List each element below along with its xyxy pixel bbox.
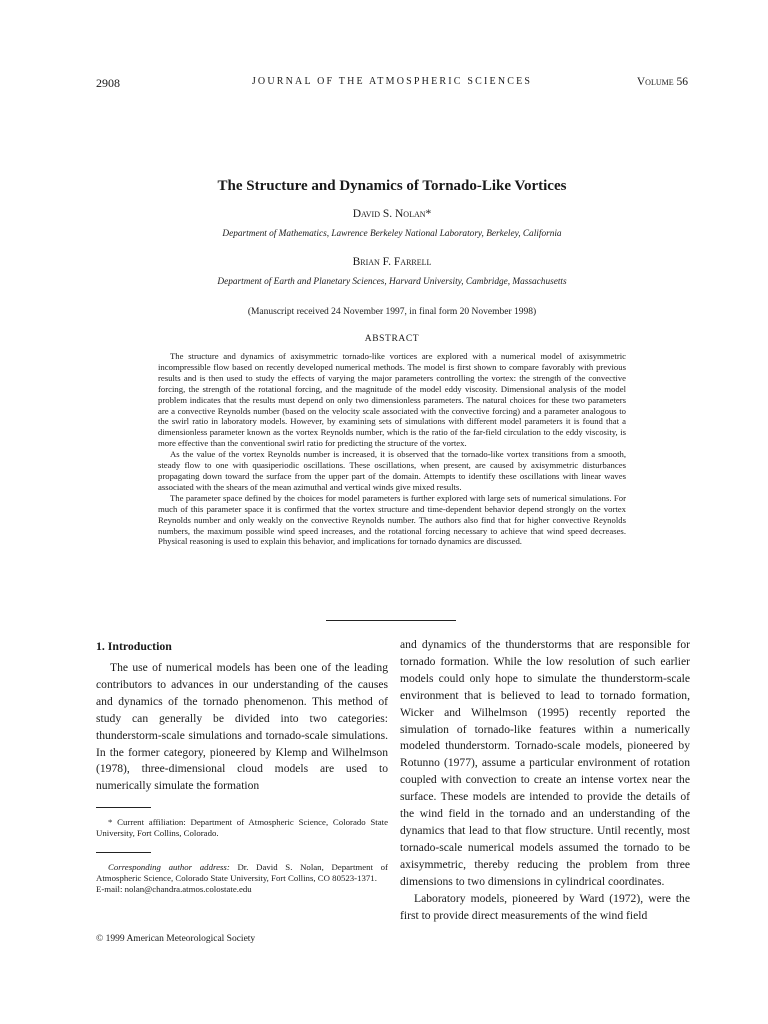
journal-name: JOURNAL OF THE ATMOSPHERIC SCIENCES — [251, 76, 533, 87]
affiliation-nolan: Department of Mathematics, Lawrence Berkeley National Laboratory, Berkeley, California — [222, 229, 562, 239]
abstract-paragraph: The parameter space defined by the choices for model parameters is further explored with large sets of numerical simulations. For much of this parameter space it is confirmed that the vortex structure and time-dependent behavior depend strongly on the vortex Reynolds number and only weakly on the convective Reynolds number. The authors also find that for higher convective Reynolds numbers, the maximum possible wind speed increases, and the rotational forcing necessary to achieve that wind speed decreases. Physical reasoning is used to explain this behavior, and implications for tornado dynamics are discussed. — [158, 492, 626, 547]
abstract-paragraph: As the value of the vortex Reynolds number is increased, it is observed that the tornado-like vortex transitions from a smooth, steady flow to one with quasiperiodic oscillations. These oscillations, when present, are caused by axisymmetric disturbances propagating down toward the surface from the upper part of the domain. Attempts to identify these oscillations with linear waves associated with the shears of the mean azimuthal and vertical winds give mixed results. — [158, 449, 626, 492]
section-heading: 1. Introduction — [96, 639, 172, 653]
abstract-paragraph: The structure and dynamics of axisymmetric tornado-like vortices are explored with a numerical model of axisymmetric incompressible flow based on recently developed numerical methods. The model is first shown to compare favorably with previous results and is then used to study the effects of varying the major parameters controlling the vortex: the strength of the convective forcing, the strength of the rotational forcing, and the magnitude of the model eddy viscosity. Dimensional analysis of the model problem indicates that the results must depend on only two dimensionless parameters. The natural choices for these two parameters are a convective Reynolds number (based on the velocity scale associated with the convective forcing) and a parameter analogous to the swirl ratio in laboratory models. However, by examining sets of simulations with different model parameters it is found that a dimensionless parameter known as the vortex Reynolds number, which is the ratio of the far-field circulation to the eddy viscosity, is more effective than the conventional swirl ratio for predicting the structure of the vortex. — [158, 351, 626, 449]
author-farrell: Brian F. Farrell — [352, 256, 432, 268]
abstract-body — [158, 351, 626, 547]
body-paragraph: Laboratory models, pioneered by Ward (1972), were the first to provide direct measurements of the wind field — [400, 891, 690, 922]
page-number: 2908 — [96, 76, 120, 90]
paper-title: The Structure and Dynamics of Tornado-Like Vortices — [217, 178, 567, 194]
footnote-rule — [96, 852, 151, 853]
volume-label: Volume 56 — [636, 76, 688, 88]
corresponding-email: E-mail: nolan@chandra.atmos.colostate.edu — [96, 884, 252, 895]
body-paragraph: The use of numerical models has been one of the leading contributors to advances in our understanding of the causes and dynamics of the tornado phenomenon. This method of study can generally be divided into two categories: thunderstorm-scale simulations and tornado-scale simulations. In the former category, pioneered by Klemp and Wilhelmson (1978), three-dimensional cloud models are used to numerically simulate the formation — [96, 661, 388, 793]
affiliation-farrell: Department of Earth and Planetary Sciences, Harvard University, Cambridge, Massachusetts — [217, 277, 567, 287]
corresponding-label: Corresponding author address: — [108, 862, 230, 872]
footnote-correspondence — [96, 862, 388, 896]
footnote-affiliation: * Current affiliation: Department of Atmospheric Science, Colorado State University, Fort Collins, Colorado. — [96, 817, 388, 839]
running-head — [96, 76, 688, 92]
left-column — [96, 660, 388, 795]
manuscript-dates: (Manuscript received 24 November 1997, in final form 20 November 1998) — [247, 307, 537, 317]
footnote-rule — [96, 807, 151, 808]
copyright-notice: © 1999 American Meteorological Society — [96, 934, 256, 944]
author-nolan: David S. Nolan* — [352, 208, 432, 220]
corresponding-address: Dr. David S. Nolan, Department of Atmospheric Science, Colorado State University, Fort Collins, CO 80523-1371. — [96, 862, 388, 884]
body-paragraph: and dynamics of the thunderstorms that are responsible for tornado formation. While the low resolution of such earlier models could only hope to simulate the thunderstorm-scale environment that is believed to lead to tornado formation, Wicker and Wilhelmson (1995) recently reported the simulation of tornado-like features within a numerically modeled thunderstorm. Tornado-scale models, pioneered by Rotunno (1977), assume a particular environment of rotation coupled with convection to create an intense vortex near the surface. These models are intended to provide the details of the wind field in the tornado and an understanding of the dynamics that lead to that flow structure. Until recently, most tornado-scale numerical models assumed the tornado to be axisymmetric, thereby reducing the problem from three dimensions to two dimensions in cylindrical coordinates. — [400, 638, 690, 888]
abstract-divider — [326, 620, 456, 621]
abstract-heading: ABSTRACT — [364, 334, 420, 344]
right-column — [400, 637, 690, 924]
